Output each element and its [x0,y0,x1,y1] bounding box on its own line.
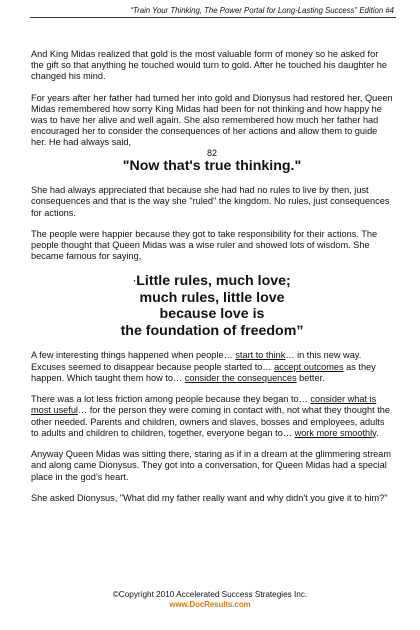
queen-saying [31,273,393,339]
underlined-phrase: consider what is most useful [31,394,377,416]
underlined-phrase: start to think [235,350,286,361]
running-header: “Train Your Thinking, The Power Portal for Long-Lasting Success” Edition #4 [130,6,394,15]
saying-line: the foundation of freedom” [120,322,304,339]
text-run: . [376,427,379,438]
paragraph: For years after her father had turned her into gold and Dionysus had restored her, Queen Midas remembered how sorry King Midas had been for not thinking and how happy he was to have her alive and well again. She also remembered how much her father had encouraged her to consider the consequences of her actions and allow them to guide her. He had always said, [31,92,393,148]
header-divider [30,17,396,18]
page-footer [0,590,420,610]
underlined-phrase: work more smoothly [294,427,377,438]
saying-text: Little rules, much love; [136,273,291,290]
text-run: … in this new way. Excuses seemed to disappear because people started to… [31,350,362,372]
pull-quote: "Now that's true thinking." [122,158,302,175]
bullet-mark: · [133,276,137,287]
page-number: 82 [206,148,217,159]
saying-line: because love is [159,306,265,323]
text-run: as they happen. Which taught them how to… [31,361,376,383]
paragraph: She asked Dionysus, "What did my father really want and why didn't you give it to him?" [31,493,388,504]
paragraph [31,350,393,383]
copyright-notice: ©Copyright 2010 Accelerated Success Strategies Inc. [112,590,308,599]
text-run: … for the person they were coming in contact with, not what they thought the other needed. Parents and children, owners and slaves, bosses and employees, adults to adults and children to children, together, everyone began to… [31,405,391,438]
text-run: better. [296,372,325,383]
paragraph: She had always appreciated that because she had had no rules to live by then, just consequences and that is the way she "ruled" the kingdom. No rules, just consequences for actions. [31,185,390,218]
text-run: There was a lot less friction among people because they began to… [31,394,311,405]
paragraph [31,394,393,438]
underlined-phrase: consider the consequences [184,372,297,383]
underlined-phrase: accept outcomes [274,361,344,372]
text-run: A few interesting things happened when people… [31,350,236,361]
footer-link[interactable]: www.DocResults.com [169,600,251,609]
page-body [31,49,393,515]
paragraph: The people were happier because they got to take responsibility for their actions. The people thought that Queen Midas was a wise ruler and showed lots of wisdom. She became famous for saying, [31,229,378,262]
paragraph: Anyway Queen Midas was sitting there, staring as if in a dream at the glimmering stream and along came Dionysus. They got into a conversation, for Queen Midas had a special place in the god’s heart. [31,449,391,482]
paragraph: And King Midas realized that gold is the most valuable form of money so he asked for the gift so that anything he touched would turn to gold. After he touched his daughter he changed his mind. [31,49,388,82]
saying-line [31,273,393,290]
saying-line: much rules, little love [139,289,285,306]
